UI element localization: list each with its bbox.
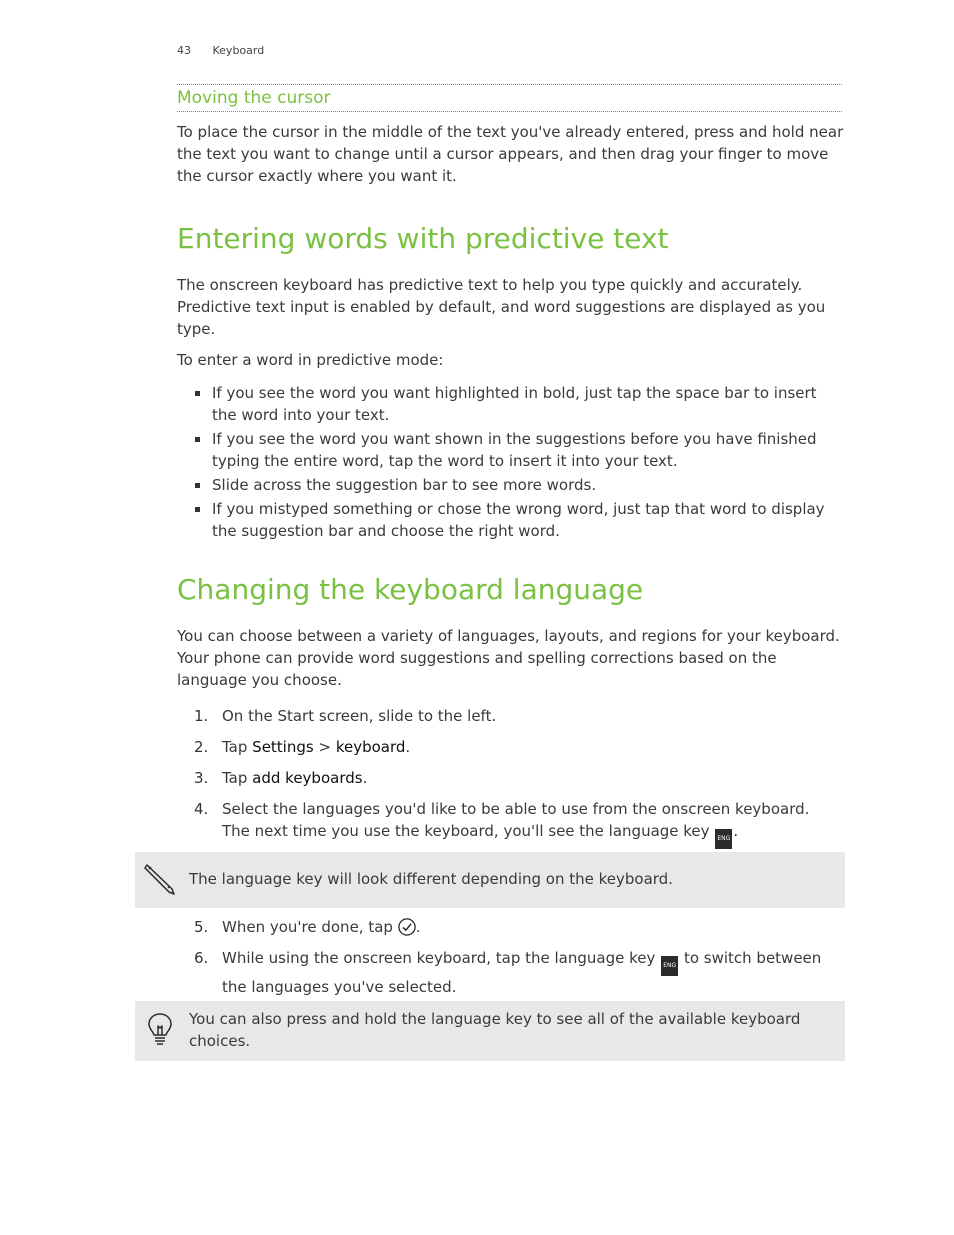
language-heading: Changing the keyboard language (177, 573, 644, 606)
language-key-icon: ENG (715, 829, 732, 849)
lightbulb-icon (143, 1011, 177, 1047)
section-name: Keyboard (212, 44, 265, 57)
note-box (135, 852, 845, 908)
step-3: 3. Tap add keyboards. (194, 769, 368, 787)
checkmark-circle-icon (398, 918, 416, 936)
step-2: 2. Tap Settings > keyboard. (194, 738, 411, 756)
list-item: If you mistyped something or chose the wrong word, just tap that word to display the suggestion bar and choose the right word. (177, 498, 842, 542)
predictive-lead: To enter a word in predictive mode: (177, 351, 444, 369)
list-item: If you see the word you want shown in the suggestions before you have finished typing the entire word, tap the word to insert it into your text. (177, 428, 842, 472)
bullet-icon (195, 437, 200, 442)
settings-term: Settings (252, 738, 314, 756)
moving-cursor-heading: Moving the cursor (177, 88, 331, 108)
page-number: 43 (177, 44, 191, 57)
list-item: Slide across the suggestion bar to see more words. (177, 474, 842, 496)
tip-box (135, 1001, 845, 1061)
language-intro: You can choose between a variety of languages, layouts, and regions for your keyboard. Your phone can provide word suggestions and spelling corrections based on the language you choose. (177, 627, 840, 689)
note-text: The language key will look different depending on the keyboard. (189, 870, 673, 888)
keyboard-term: keyboard (335, 738, 406, 756)
pencil-icon (143, 862, 177, 896)
bullet-icon (195, 507, 200, 512)
step-5: 5. When you're done, tap . (194, 918, 421, 936)
predictive-intro: The onscreen keyboard has predictive text to help you type quickly and accurately. Predictive text input is enabled by default, and word suggestions are displayed as you type. (177, 276, 826, 338)
step-6: 6. While using the onscreen keyboard, tap the language key ENG to switch between the languages you've selected. (194, 949, 822, 996)
predictive-bullet-list (177, 382, 842, 544)
step-1: 1. On the Start screen, slide to the left. (194, 707, 497, 725)
running-header (177, 44, 264, 57)
moving-cursor-body: To place the cursor in the middle of the text you've already entered, press and hold near the text you want to change until a cursor appears, and then drag your finger to move the cursor exactly where you want it. (177, 123, 844, 185)
divider-bottom (177, 111, 842, 112)
bullet-icon (195, 391, 200, 396)
bullet-icon (195, 483, 200, 488)
predictive-heading: Entering words with predictive text (177, 222, 669, 255)
language-key-icon: ENG (661, 956, 678, 976)
divider-top (177, 84, 842, 85)
list-item: If you see the word you want highlighted in bold, just tap the space bar to insert the word into your text. (177, 382, 842, 426)
add-keyboards-term: add keyboards (252, 769, 363, 787)
tip-text: You can also press and hold the language key to see all of the available keyboard choices. (189, 1010, 801, 1050)
step-4: 4. Select the languages you'd like to be able to use from the onscreen keyboard. The next time you use the keyboard, you'll see the language key ENG . (194, 798, 844, 849)
